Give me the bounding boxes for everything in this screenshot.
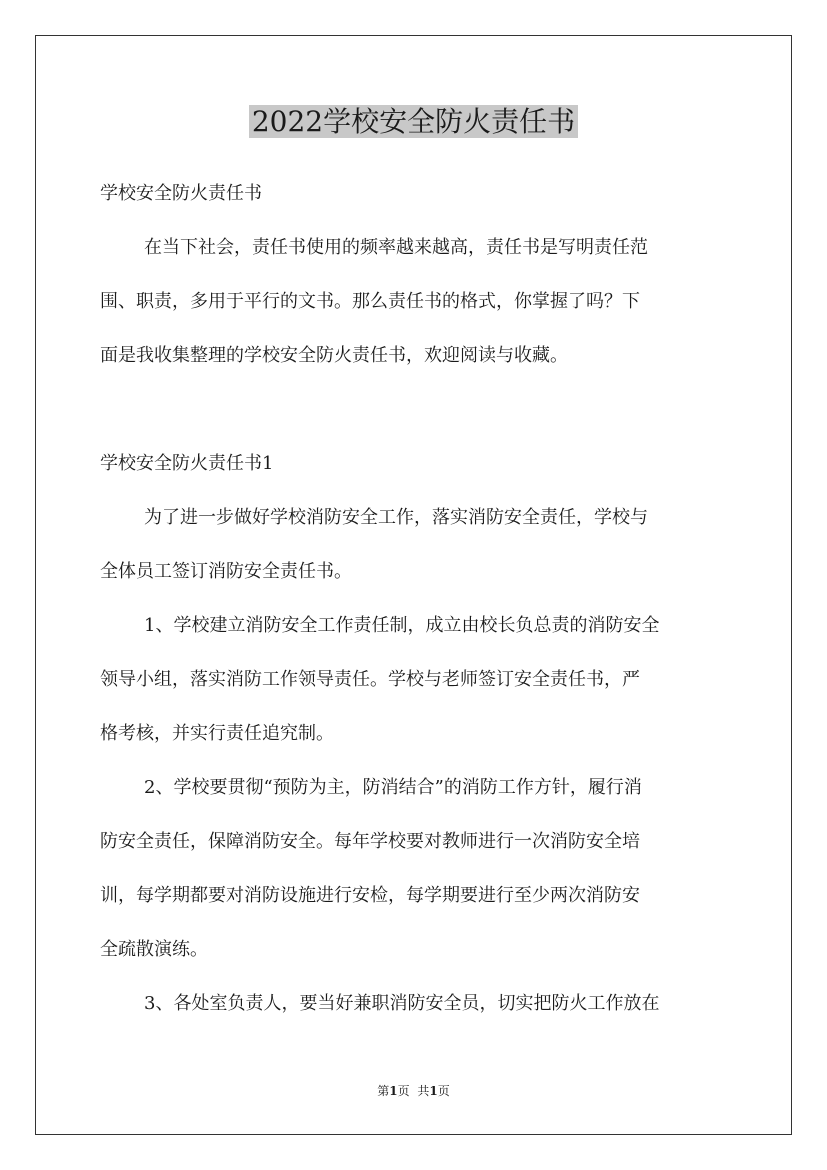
clause-1-line: 领导小组，落实消防工作领导责任。学校与老师签订安全责任书，严 <box>100 669 640 690</box>
clause-1-line: 1、学校建立消防安全工作责任制，成立由校长负总责的消防安全 <box>144 615 660 636</box>
body-paragraph-line: 全体员工签订消防安全责任书。 <box>100 561 352 582</box>
body-paragraph-line: 为了进一步做好学校消防安全工作，落实消防安全责任，学校与 <box>144 507 648 528</box>
document-title <box>0 102 827 142</box>
clause-1-line: 格考核，并实行责任追究制。 <box>100 723 334 744</box>
section-heading: 学校安全防火责任书 <box>100 183 262 204</box>
footer-page-unit: 页 <box>397 1084 410 1098</box>
clause-2-line: 全疏散演练。 <box>100 939 208 960</box>
clause-2-line: 防安全责任，保障消防安全。每年学校要对教师进行一次消防安全培 <box>100 831 640 852</box>
intro-paragraph-line: 围、职责，多用于平行的文书。那么责任书的格式，你掌握了吗？下 <box>100 291 640 312</box>
clause-3-line: 3、各处室负责人，要当好兼职消防安全员，切实把防火工作放在 <box>144 993 660 1014</box>
footer-page-prefix: 第 <box>377 1084 390 1098</box>
footer-total-prefix: 共 <box>417 1084 430 1098</box>
clause-2-line: 2、学校要贯彻“预防为主，防消结合”的消防工作方针，履行消 <box>144 777 642 798</box>
page-footer <box>0 1082 827 1100</box>
footer-page-total: 1 <box>429 1084 438 1098</box>
intro-paragraph-line: 面是我收集整理的学校安全防火责任书，欢迎阅读与收藏。 <box>100 345 568 366</box>
footer-total-unit: 页 <box>437 1084 450 1098</box>
document-title-text: 2022学校安全防火责任书 <box>249 105 578 138</box>
clause-2-line: 训，每学期都要对消防设施进行安检，每学期要进行至少两次消防安 <box>100 885 640 906</box>
intro-paragraph-line: 在当下社会，责任书使用的频率越来越高，责任书是写明责任范 <box>144 237 648 258</box>
footer-page-current: 1 <box>389 1084 398 1098</box>
subsection-heading: 学校安全防火责任书1 <box>100 453 274 474</box>
